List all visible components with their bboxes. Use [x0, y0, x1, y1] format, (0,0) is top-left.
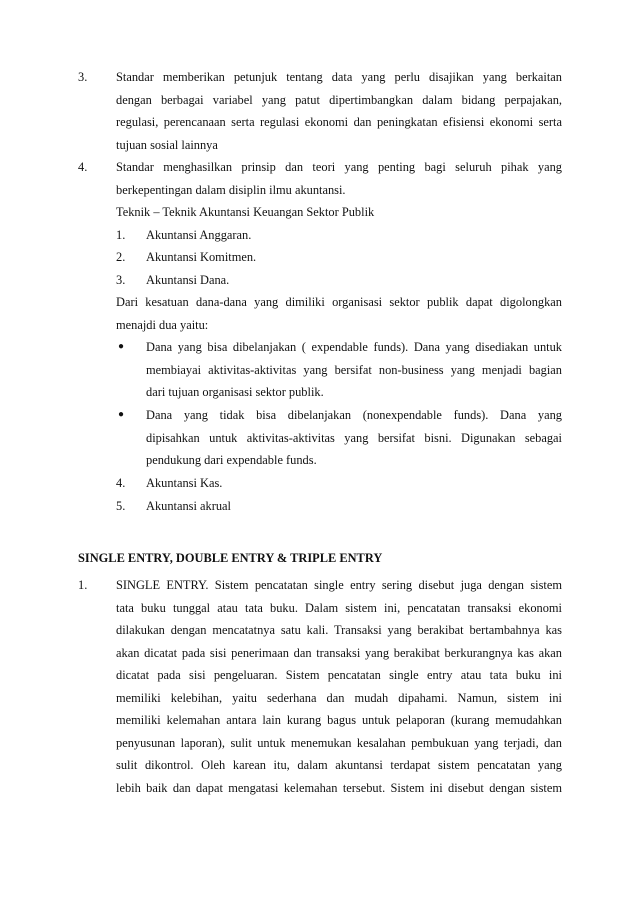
- text-line: dilakukan dengan mencatatnya satu kali. Transaksi yang berakibat bertambahnya kas: [116, 623, 562, 637]
- teknik-item: [116, 246, 562, 269]
- text-line: Dana yang bisa dibelanjakan ( expendable funds). Dana yang disediakan untuk: [146, 340, 562, 354]
- item-number: 4.: [116, 476, 126, 490]
- teknik-item: [116, 224, 562, 247]
- single-entry-item: [78, 574, 562, 799]
- item-number: 4.: [78, 160, 88, 174]
- item-number: 3.: [78, 70, 88, 84]
- text-line: penyusunan laporan), sulit untuk menemukan kesalahan pembukuan yang terjadi, dan: [116, 735, 562, 750]
- dana-intro: [116, 291, 562, 336]
- teknik-item: [116, 269, 562, 292]
- text-line: akan dicatat pada sisi penerimaan dan transaksi yang berakibat berkurangnya kas akan: [116, 645, 562, 660]
- list-item-4: [78, 156, 562, 201]
- text-line: membiayai aktivitas-aktivitas yang bersifat non-business yang menjadi bagian: [146, 362, 562, 377]
- item-text: Akuntansi Dana.: [146, 273, 230, 287]
- text-line: Standar memberikan petunjuk tentang data yang perlu disajikan yang berkaitan: [116, 70, 562, 84]
- bullet-item: [116, 336, 562, 404]
- text-line: pendukung dari expendable funds.: [146, 453, 317, 467]
- item-number: 1.: [78, 578, 88, 592]
- text-line: SINGLE ENTRY. Sistem pencatatan single entry sering disebut juga dengan sistem: [116, 578, 562, 592]
- text-line: Dana yang tidak bisa dibelanjakan (nonexpendable funds). Dana yang: [146, 408, 562, 422]
- text-line: dengan berbagai variabel yang patut dipertimbangkan dalam bidang perpajakan,: [116, 92, 562, 107]
- item-number: 5.: [116, 499, 126, 513]
- text-line: regulasi, perencanaan serta regulasi ekonomi dan peningkatan efisiensi ekonomi serta: [116, 115, 562, 129]
- bullet-icon: ●: [118, 341, 125, 352]
- teknik-title: Teknik – Teknik Akuntansi Keuangan Sektor Publik: [116, 205, 375, 219]
- item-text: Akuntansi Anggaran.: [146, 228, 252, 242]
- bullet-icon: ●: [118, 409, 125, 420]
- item-number: 1.: [116, 228, 126, 242]
- item-text: Akuntansi akrual: [146, 499, 231, 513]
- text-line: tata buku tunggal atau tata buku. Dalam sistem ini, pencatatan transaksi ekonomi: [116, 600, 562, 615]
- item-number: 3.: [116, 273, 126, 287]
- text-line: menajdi dua yaitu:: [116, 317, 209, 332]
- text-line: lebih baik dan dapat mengatasi kelemahan tersebut. Sistem ini disebut dengan sistem: [116, 780, 562, 795]
- text-line: Standar menghasilkan prinsip dan teori yang penting bagi seluruh pihak yang: [116, 160, 562, 174]
- text-line: tujuan sosial lainnya: [116, 137, 218, 152]
- section-heading: SINGLE ENTRY, DOUBLE ENTRY & TRIPLE ENTRY: [78, 551, 383, 565]
- item-text: Akuntansi Komitmen.: [146, 250, 257, 264]
- teknik-item: [116, 472, 562, 495]
- text-line: dari tujuan organisasi sektor publik.: [146, 385, 324, 399]
- text-line: dicatat pada sisi pengeluaran. Sistem pencatatan single entry atau tata buku ini: [116, 668, 562, 682]
- text-line: berkepentingan dalam disiplin ilmu akuntansi.: [116, 182, 346, 197]
- text-line: Dari kesatuan dana-dana yang dimiliki organisasi sektor publik dapat digolongkan: [116, 295, 562, 309]
- text-line: sulit dikontrol. Oleh karean itu, dalam akuntansi terdapat sistem pencatatan yang: [116, 758, 562, 772]
- list-item-3: [78, 66, 562, 156]
- text-line: memiliki kelebihan, yaitu sederhana dan mudah dipahami. Namun, sistem ini: [116, 690, 562, 705]
- text-line: memiliki kelemahan antara lain kurang bagus untuk pelaporan (kurang memudahkan: [116, 713, 562, 727]
- item-text: Akuntansi Kas.: [146, 476, 223, 490]
- item-number: 2.: [116, 250, 126, 264]
- text-line: dipisahkan untuk aktivitas-aktivitas yang bersifat bisni. Digunakan sebagai: [146, 430, 562, 445]
- teknik-item: [116, 495, 562, 518]
- bullet-item: [116, 404, 562, 472]
